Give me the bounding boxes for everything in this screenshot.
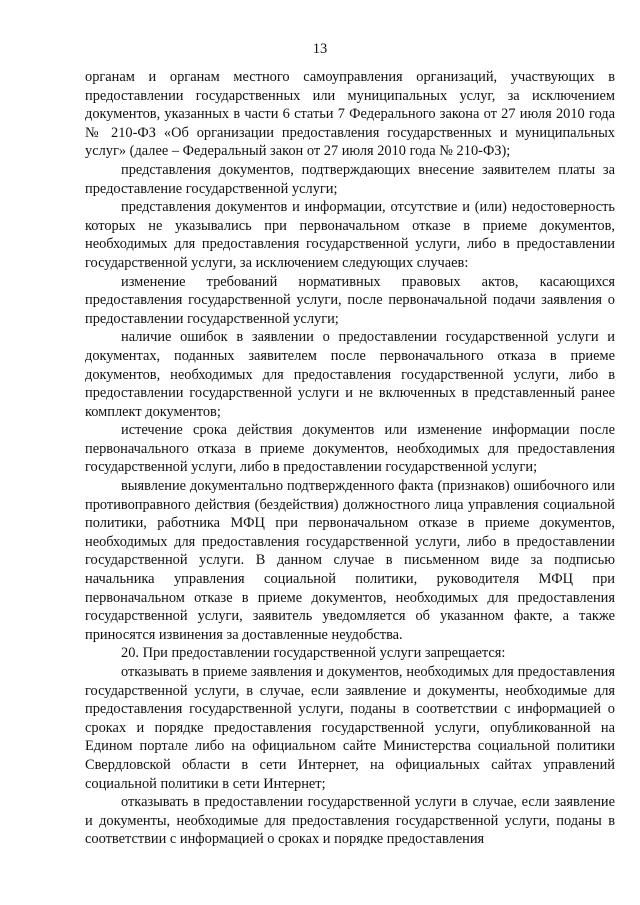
paragraph: органам и органам местного самоуправления организаций, участвующих в предоставлении государственных или муниципальных услуг, за исключением документов, указанных в части 6 статьи 7 Федерального закона от 27 июля 2010 года № 210-ФЗ «Об организации предоставления государственных и муниципальных услуг» (далее – Федеральный закон от 27 июля 2010 года № 210-ФЗ); (85, 69, 615, 160)
document-body (85, 68, 615, 849)
paragraph: изменение требований нормативных правовых актов, касающихся предоставления государственной услуги, после первоначальной подачи заявления о предоставлении государственной услуги; (85, 273, 615, 327)
paragraph: представления документов и информации, отсутствие и (или) недостоверность которых не указывались при первоначальном отказе в приеме документов, необходимых для предоставления государственной услуги, либо в предоставлении государственной услуги, за исключением следующих случаев: (85, 199, 615, 271)
paragraph: выявление документально подтвержденного факта (признаков) ошибочного или противоправного действия (бездействия) должностного лица управления социальной политики, работника МФЦ при первоначальном отказе в приеме документов, необходимых для предоставления государственной услуги, либо в предоставлении государственной услуги. В данном случае в письменном виде за подписью начальника управления социальной политики, руководителя МФЦ при первоначальном отказе в приеме документов, необходимых для предоставления государственной услуги, заявитель уведомляется об указанном факте, а также приносятся извинения за доставленные неудобства. (85, 478, 615, 643)
paragraph: представления документов, подтверждающих внесение заявителем платы за предоставление государственной услуги; (85, 161, 615, 197)
paragraph: отказывать в приеме заявления и документов, необходимых для предоставления государственной услуги, в случае, если заявление и документы, необходимые для предоставления государственной услуги, поданы в соответствии с информацией о сроках и порядке предоставления государственной услуги, опубликованной на Едином портале либо на официальном сайте Министерства социальной политики Свердловской области в сети Интернет, на официальных сайтах управлений социальной политики в сети Интернет; (85, 664, 615, 792)
paragraph: наличие ошибок в заявлении о предоставлении государственной услуги и документах, поданных заявителем после первоначального отказа в приеме документов, необходимых для предоставления государственной услуги, либо в предоставлении государственной услуги и не включенных в представленный ранее комплект документов; (85, 329, 615, 420)
section-heading: 20. При предоставлении государственной услуги запрещается: (121, 645, 506, 662)
page-number: 13 (312, 41, 328, 57)
paragraph: отказывать в предоставлении государственной услуги в случае, если заявление и документы, необходимые для предоставления государственной услуги, поданы в соответствии с информацией о сроках и порядке предоставления (85, 794, 615, 848)
paragraph: истечение срока действия документов или изменение информации после первоначального отказа в приеме документов, необходимых для предоставления государственной услуги, либо в предоставлении государственной услуги; (85, 422, 615, 476)
